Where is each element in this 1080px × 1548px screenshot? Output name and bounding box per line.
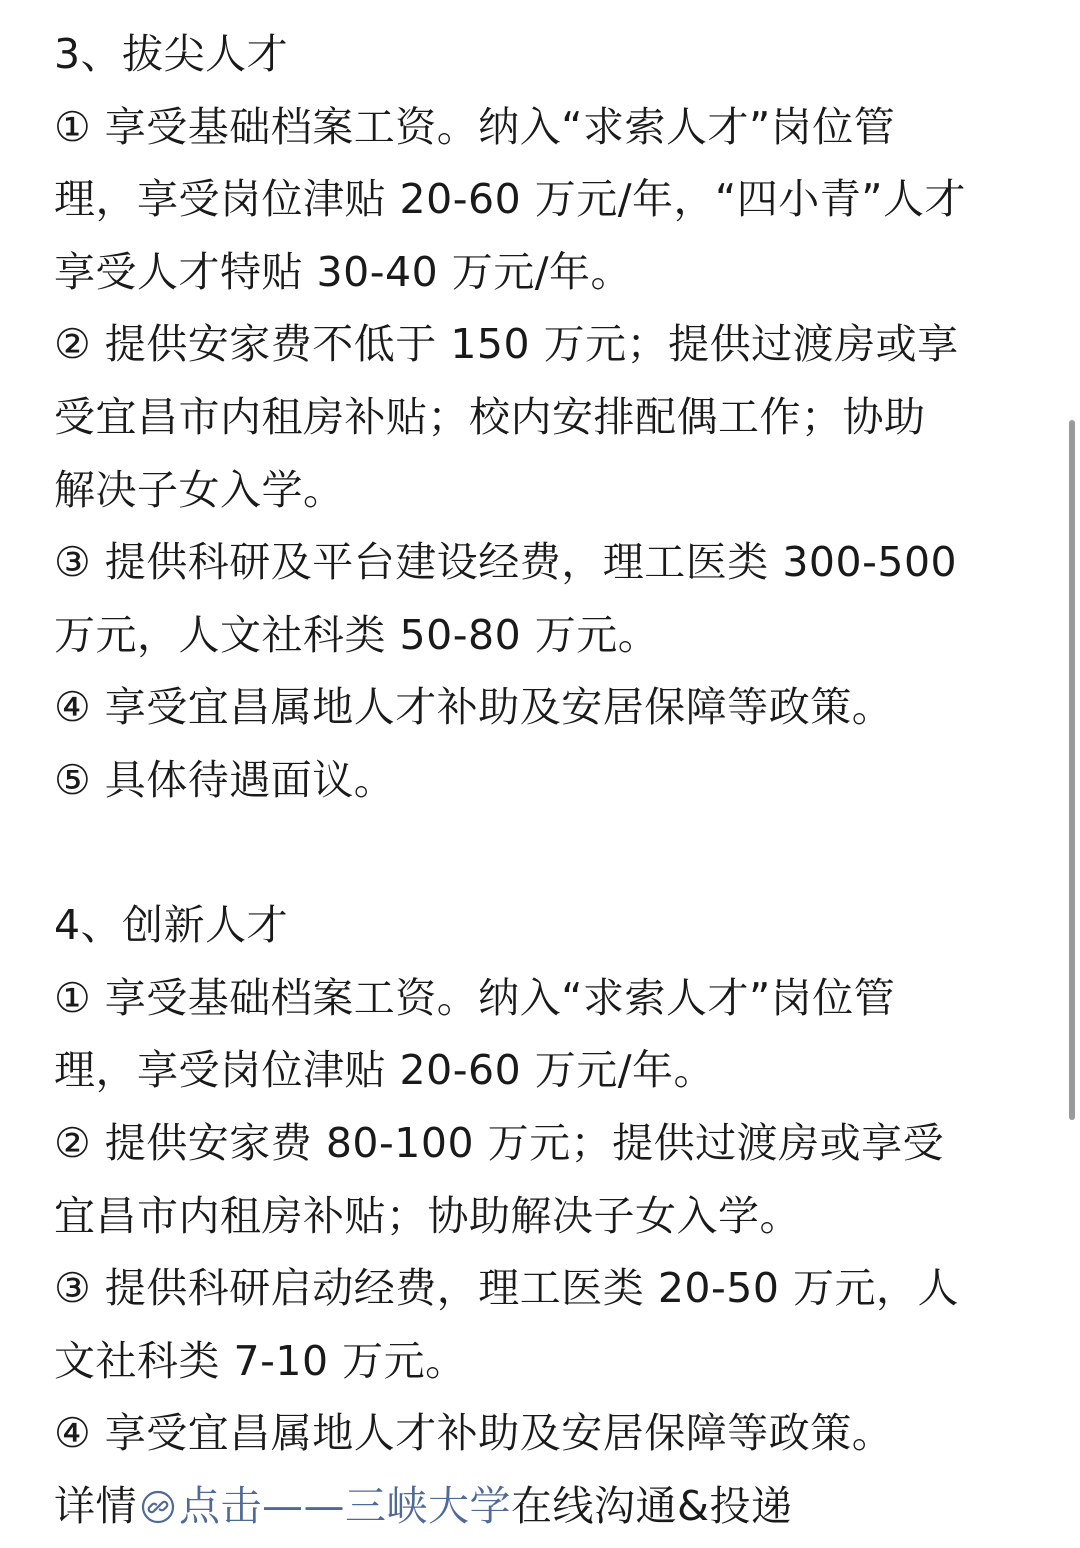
section-4-line: 文社科类 7-10 万元。 (54, 1336, 467, 1385)
section-3-title: 3、拔尖人才 (54, 30, 289, 78)
scrollbar-thumb[interactable] (1069, 420, 1075, 1120)
section-4-line: ② 提供安家费 80-100 万元；提供过渡房或享受 (54, 1118, 945, 1167)
section-3-line: ④ 享受宜昌属地人才补助及安居保障等政策。 (54, 683, 894, 732)
section-3-line: 享受人才特贴 30-40 万元/年。 (54, 247, 633, 296)
section-4-line: ③ 提供科研启动经费，理工医类 20-50 万元，人 (54, 1264, 959, 1313)
section-3-line: 解决子女入学。 (54, 465, 345, 514)
footer-line (54, 1470, 1034, 1543)
section-4-line: ① 享受基础档案工资。纳入“求索人才”岗位管 (54, 973, 896, 1022)
section-3-line: 受宜昌市内租房补贴；校内安排配偶工作；协助 (54, 392, 926, 441)
section-3-line: ② 提供安家费不低于 150 万元；提供过渡房或享 (54, 320, 959, 369)
section-3-line: ① 享受基础档案工资。纳入“求索人才”岗位管 (54, 102, 896, 151)
post-body (54, 18, 1034, 1542)
paragraph-gap (54, 817, 1034, 890)
scrollbar[interactable] (1068, 0, 1078, 1544)
section-3-line: 万元，人文社科类 50-80 万元。 (54, 610, 660, 659)
section-3-line: 理，享受岗位津贴 20-60 万元/年，“四小青”人才 (54, 175, 966, 224)
section-3-line: ③ 提供科研及平台建设经费，理工医类 300-500 (54, 538, 958, 587)
section-4-line: 理，享受岗位津贴 20-60 万元/年。 (54, 1046, 716, 1095)
section-4-line: ④ 享受宜昌属地人才补助及安居保障等政策。 (54, 1409, 894, 1458)
section-4-title: 4、创新人才 (54, 901, 289, 950)
footer-suffix: 在线沟通&投递 (511, 1481, 793, 1530)
footer-prefix: 详情 (54, 1481, 137, 1530)
school-link[interactable]: 点击——三峡大学 (179, 1481, 511, 1530)
section-4-line: 宜昌市内租房补贴；协助解决子女入学。 (54, 1191, 801, 1240)
link-icon[interactable] (139, 1476, 177, 1514)
section-3-line: ⑤ 具体待遇面议。 (54, 755, 396, 804)
